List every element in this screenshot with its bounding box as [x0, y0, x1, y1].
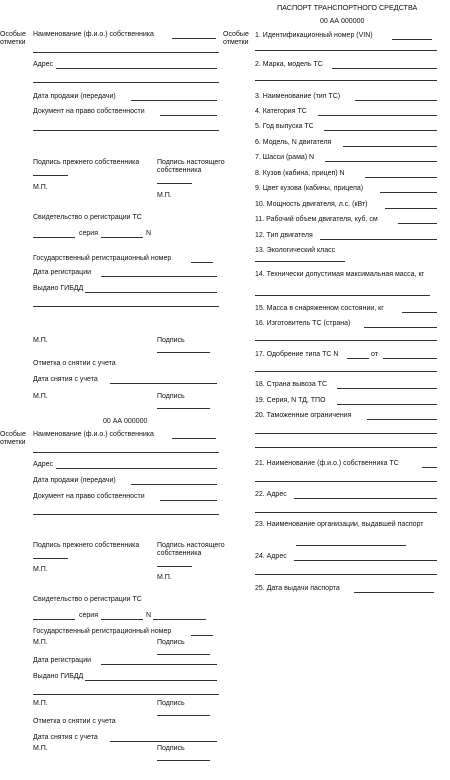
- ownership-doc-field-1b[interactable]: [33, 130, 219, 131]
- item-7-field[interactable]: [325, 161, 437, 162]
- reg-cert-label-1: Свидетельство о регистрации ТС: [33, 214, 142, 221]
- item-15: 15. Масса в снаряженном состоянии, кг: [255, 305, 384, 312]
- signature-field-2c[interactable]: [157, 760, 210, 761]
- passport-number: 00 АА 000000: [320, 18, 365, 25]
- item-6-field[interactable]: [343, 146, 437, 147]
- item-2-field[interactable]: [332, 68, 437, 69]
- item-2: 2. Марка, модель ТС: [255, 61, 323, 68]
- owner-name-field-2[interactable]: [172, 438, 216, 439]
- item-17-date-field[interactable]: [383, 358, 437, 359]
- item-22: 22. Адрес: [255, 491, 287, 498]
- reg-plate-field-1[interactable]: [191, 262, 213, 263]
- dereg-date-label-2: Дата снятия с учета: [33, 734, 98, 741]
- reg-cert-n-field-2[interactable]: [153, 619, 206, 620]
- issued-by-field-1b[interactable]: [33, 306, 219, 307]
- curr-owner-sign-label-1: Подпись настоящего собственника: [157, 159, 225, 175]
- item-22-field-2[interactable]: [255, 512, 437, 513]
- sale-date-field-1[interactable]: [131, 100, 217, 101]
- signature-label-1: Подпись: [157, 337, 185, 344]
- special-marks-left-2: Особые отметки: [0, 431, 26, 447]
- item-18: 18. Страна вывоза ТС: [255, 381, 328, 388]
- item-1: 1. Идентификационный номер (VIN): [255, 32, 373, 39]
- item-10: 10. Мощность двигателя, л.с. (кВт): [255, 201, 368, 208]
- signature-field-2b[interactable]: [157, 715, 210, 716]
- item-3: 3. Наименование (тип ТС): [255, 93, 341, 100]
- series-label-2: серия: [79, 612, 98, 619]
- owner-name-label-1: Наименование (ф.и.о.) собственника: [33, 31, 154, 38]
- item-16-field-2[interactable]: [255, 340, 437, 341]
- item-14: 14. Технически допустимая максимальная масса, кг: [255, 271, 425, 278]
- reg-plate-field-2[interactable]: [191, 635, 213, 636]
- item-6: 6. Модель, N двигателя: [255, 139, 332, 146]
- item-12: 12. Тип двигателя: [255, 232, 313, 239]
- item-8: 8. Кузов (кабина, прицеп) N: [255, 170, 345, 177]
- item-1-field-2[interactable]: [255, 50, 437, 51]
- curr-owner-sign-label-2: Подпись настоящего собственника: [157, 542, 225, 558]
- item-3-field[interactable]: [355, 100, 437, 101]
- signature-label-1b: Подпись: [157, 393, 185, 400]
- item-22-field[interactable]: [294, 498, 437, 499]
- reg-cert-label-2: Свидетельство о регистрации ТС: [33, 596, 142, 603]
- item-9: 9. Цвет кузова (кабины, прицепа): [255, 185, 364, 192]
- curr-owner-sign-field-1[interactable]: [157, 183, 192, 184]
- item-21-field-2[interactable]: [255, 481, 437, 482]
- owner-name-label-2: Наименование (ф.и.о.) собственника: [33, 431, 154, 438]
- item-20-field-3[interactable]: [255, 447, 437, 448]
- sale-date-label-1: Дата продажи (передачи): [33, 93, 116, 100]
- item-4: 4. Категория ТС: [255, 108, 307, 115]
- special-marks-right: Особые отметки: [223, 31, 249, 47]
- item-24-field-2[interactable]: [255, 574, 437, 575]
- signature-field-1b[interactable]: [157, 408, 210, 409]
- dereg-date-field-2[interactable]: [110, 741, 217, 742]
- dereg-mark-label-1: Отметка о снятии с учета: [33, 360, 116, 367]
- ownership-doc-label-1: Документ на право собственности: [33, 108, 145, 115]
- stamp-2d: М.П.: [33, 700, 48, 707]
- signature-label-2c: Подпись: [157, 745, 185, 752]
- ownership-doc-label-2: Документ на право собственности: [33, 493, 145, 500]
- stamp-1c: М.П.: [33, 337, 48, 344]
- reg-date-field-2[interactable]: [101, 664, 217, 665]
- stamp-2c: М.П.: [33, 639, 48, 646]
- reg-plate-label-2: Государственный регистрационный номер: [33, 628, 172, 635]
- series-label-1: серия: [79, 230, 98, 237]
- stamp-1d: М.П.: [33, 393, 48, 400]
- stamp-2b: М.П.: [157, 574, 172, 581]
- item-14-field[interactable]: [255, 295, 430, 296]
- prev-owner-sign-label-1: Подпись прежнего собственника: [33, 159, 140, 166]
- reg-cert-series-field-2[interactable]: [33, 619, 75, 620]
- passport-number-2: 00 АА 000000: [103, 418, 148, 425]
- item-1-field[interactable]: [392, 39, 432, 40]
- item-20: 20. Таможенные ограничения: [255, 412, 352, 419]
- prev-owner-sign-field-2[interactable]: [33, 558, 68, 559]
- owner-name-field-2b[interactable]: [33, 452, 219, 453]
- reg-date-field-1[interactable]: [101, 276, 217, 277]
- reg-cert-number-field-1[interactable]: [101, 237, 143, 238]
- item-17-field-2[interactable]: [255, 371, 437, 372]
- issued-by-label-2: Выдано ГИБДД: [33, 673, 84, 680]
- item-23-field[interactable]: [296, 545, 406, 546]
- item-25: 25. Дата выдачи паспорта: [255, 585, 340, 592]
- address-label-1: Адрес: [33, 61, 54, 68]
- item-16: 16. Изготовитель ТС (страна): [255, 320, 351, 327]
- address-field-1b[interactable]: [33, 82, 219, 83]
- item-18-field[interactable]: [337, 388, 437, 389]
- sale-date-field-2[interactable]: [131, 484, 217, 485]
- signature-field-2[interactable]: [157, 654, 210, 655]
- item-13-field[interactable]: [255, 261, 345, 262]
- item-5-field[interactable]: [324, 130, 437, 131]
- item-20-field-2[interactable]: [255, 433, 437, 434]
- address-field-2[interactable]: [56, 468, 217, 469]
- reg-date-label-2: Дата регистрации: [33, 657, 92, 664]
- issued-by-field-2b[interactable]: [33, 694, 219, 695]
- prev-owner-sign-field-1[interactable]: [33, 175, 68, 176]
- issued-by-field-2[interactable]: [85, 680, 217, 681]
- item-10-field[interactable]: [385, 208, 437, 209]
- item-17-number-field[interactable]: [347, 358, 369, 359]
- stamp-1a: М.П.: [33, 184, 48, 191]
- item-15-field[interactable]: [402, 312, 437, 313]
- ownership-doc-field-2[interactable]: [160, 500, 217, 501]
- item-5: 5. Год выпуска ТС: [255, 123, 314, 130]
- stamp-2e: М.П.: [33, 745, 48, 752]
- signature-field-1[interactable]: [157, 352, 210, 353]
- dereg-mark-label-2: Отметка о снятии с учета: [33, 718, 116, 725]
- item-17: 17. Одобрение типа ТС N: [255, 351, 339, 358]
- special-marks-left-1: Особые отметки: [0, 31, 26, 47]
- dereg-date-label-1: Дата снятия с учета: [33, 376, 98, 383]
- sale-date-label-2: Дата продажи (передачи): [33, 477, 116, 484]
- issued-by-label-1: Выдано ГИБДД: [33, 285, 84, 292]
- reg-plate-label-1: Государственный регистрационный номер: [33, 255, 172, 262]
- item-21-field[interactable]: [422, 467, 437, 468]
- item-9-field[interactable]: [380, 192, 437, 193]
- item-20-field[interactable]: [367, 419, 437, 420]
- item-24-field[interactable]: [294, 560, 437, 561]
- reg-date-label-1: Дата регистрации: [33, 269, 92, 276]
- address-label-2: Адрес: [33, 461, 54, 468]
- item-11-field[interactable]: [398, 223, 437, 224]
- n-label-1: N: [146, 230, 152, 237]
- stamp-1b: М.П.: [157, 192, 172, 199]
- reg-cert-series-field-1[interactable]: [33, 237, 75, 238]
- signature-label-2b: Подпись: [157, 700, 185, 707]
- item-21: 21. Наименование (ф.и.о.) собственника ТС: [255, 460, 399, 467]
- item-12-field[interactable]: [320, 239, 437, 240]
- signature-label-2: Подпись: [157, 639, 185, 646]
- item-8-field[interactable]: [365, 177, 437, 178]
- n-label-2: N: [146, 612, 152, 619]
- item-25-field[interactable]: [354, 592, 434, 593]
- stamp-2a: М.П.: [33, 566, 48, 573]
- prev-owner-sign-label-2: Подпись прежнего собственника: [33, 542, 140, 549]
- item-2-field-2[interactable]: [255, 80, 437, 81]
- item-19: 19. Серия, N ТД, ТПО: [255, 397, 326, 404]
- reg-cert-number-field-2[interactable]: [101, 619, 143, 620]
- passport-title: ПАСПОРТ ТРАНСПОРТНОГО СРЕДСТВА: [277, 3, 418, 12]
- ownership-doc-field-1[interactable]: [160, 115, 217, 116]
- address-field-1[interactable]: [56, 68, 217, 69]
- owner-name-field-1[interactable]: [172, 38, 216, 39]
- owner-name-field-1b[interactable]: [33, 52, 219, 53]
- item-24: 24. Адрес: [255, 553, 287, 560]
- item-4-field[interactable]: [318, 115, 437, 116]
- item-13: 13. Экологический класс: [255, 247, 336, 254]
- item-23: 23. Наименование организации, выдавшей паспорт: [255, 521, 424, 528]
- item-17-from: от: [371, 351, 378, 358]
- ownership-doc-field-2b[interactable]: [33, 514, 219, 515]
- item-19-field[interactable]: [337, 404, 437, 405]
- issued-by-field-1[interactable]: [85, 292, 217, 293]
- curr-owner-sign-field-2[interactable]: [157, 566, 192, 567]
- item-11: 11. Рабочий объем двигателя, куб. см: [255, 216, 378, 223]
- item-7: 7. Шасси (рама) N: [255, 154, 315, 161]
- dereg-date-field-1[interactable]: [110, 383, 217, 384]
- item-16-field[interactable]: [364, 327, 437, 328]
